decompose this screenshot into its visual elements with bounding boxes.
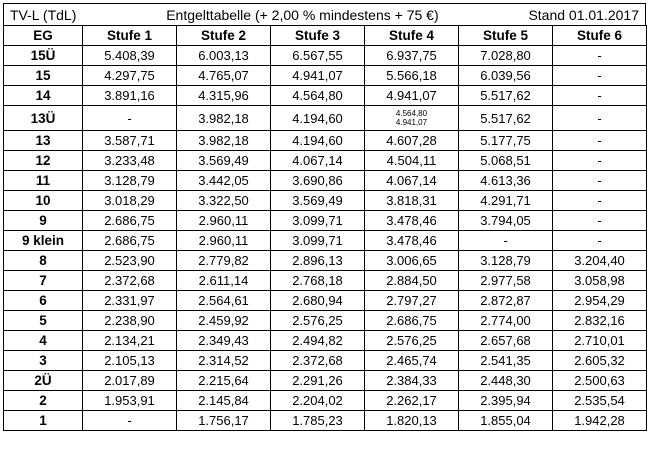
cell-value-stufe-4: 1.820,13 <box>365 411 459 431</box>
cell-value-stufe-6: 2.954,29 <box>553 291 647 311</box>
cell-value-stufe-4: 5.566,18 <box>365 66 459 86</box>
table-row <box>4 291 647 311</box>
cell-value-stufe-5: 4.291,71 <box>459 191 553 211</box>
cell-value-stufe-4: 2.262,17 <box>365 391 459 411</box>
cell-value-stufe-2: 2.215,64 <box>177 371 271 391</box>
tariff-name: TV-L (TdL) <box>10 6 77 23</box>
cell-value-stufe-3: 2.291,26 <box>271 371 365 391</box>
row-group-label: 15Ü <box>4 46 83 66</box>
cell-value-stufe-5: 2.448,30 <box>459 371 553 391</box>
cell-value-stufe-1: 3.891,16 <box>83 86 177 106</box>
cell-value-stufe-1: 2.331,97 <box>83 291 177 311</box>
table-row <box>4 311 647 331</box>
cell-value-stufe-5: 5.517,62 <box>459 106 553 131</box>
cell-value-stufe-2: 2.779,82 <box>177 251 271 271</box>
cell-value-stufe-3: 2.576,25 <box>271 311 365 331</box>
table-row <box>4 211 647 231</box>
pay-scale-table <box>3 25 647 431</box>
cell-value-stufe-1: - <box>83 106 177 131</box>
cell-value-stufe-1: 3.587,71 <box>83 131 177 151</box>
cell-value-stufe-6: 1.942,28 <box>553 411 647 431</box>
cell-value-stufe-3: 4.194,60 <box>271 106 365 131</box>
table-row <box>4 131 647 151</box>
cell-value-stufe-2: 3.982,18 <box>177 131 271 151</box>
cell-value-stufe-5: 5.068,51 <box>459 151 553 171</box>
column-header-stufe-2: Stufe 2 <box>177 26 271 46</box>
cell-value-stufe-5: 7.028,80 <box>459 46 553 66</box>
cell-value-stufe-3: 3.099,71 <box>271 231 365 251</box>
cell-value-stufe-6: - <box>553 151 647 171</box>
cell-value-stufe-6: - <box>553 231 647 251</box>
cell-value-stufe-3: 4.194,60 <box>271 131 365 151</box>
cell-value-stufe-5: 2.774,00 <box>459 311 553 331</box>
table-row <box>4 391 647 411</box>
cell-value-stufe-3: 2.494,82 <box>271 331 365 351</box>
column-header-stufe-3: Stufe 3 <box>271 26 365 46</box>
column-header-stufe-5: Stufe 5 <box>459 26 553 46</box>
table-row <box>4 351 647 371</box>
cell-value-stufe-3: 4.564,80 <box>271 86 365 106</box>
cell-value-stufe-1: 2.686,75 <box>83 211 177 231</box>
cell-value-stufe-4: 3.006,65 <box>365 251 459 271</box>
table-title-row <box>3 3 646 25</box>
cell-value-stufe-3: 2.896,13 <box>271 251 365 271</box>
table-row <box>4 411 647 431</box>
cell-value-stufe-1: 2.686,75 <box>83 231 177 251</box>
column-header-stufe-6: Stufe 6 <box>553 26 647 46</box>
cell-value-stufe-3: 2.768,18 <box>271 271 365 291</box>
column-header-stufe-1: Stufe 1 <box>83 26 177 46</box>
row-group-label: 14 <box>4 86 83 106</box>
cell-value-stufe-6: - <box>553 106 647 131</box>
table-row <box>4 371 647 391</box>
cell-value-stufe-2: 3.442,05 <box>177 171 271 191</box>
row-group-label: 13 <box>4 131 83 151</box>
cell-value-stufe-5: 4.613,36 <box>459 171 553 191</box>
cell-value-stufe-1: 2.105,13 <box>83 351 177 371</box>
cell-value-stufe-3: 6.567,55 <box>271 46 365 66</box>
row-group-label: 2 <box>4 391 83 411</box>
cell-value-stufe-4: 2.384,33 <box>365 371 459 391</box>
cell-value-stufe-1: 3.128,79 <box>83 171 177 191</box>
cell-value-stufe-4: 2.797,27 <box>365 291 459 311</box>
cell-value-stufe-6: - <box>553 86 647 106</box>
cell-value-stufe-4: 4.607,28 <box>365 131 459 151</box>
row-group-label: 12 <box>4 151 83 171</box>
cell-value-stufe-2: 3.322,50 <box>177 191 271 211</box>
cell-value-stufe-4: 2.465,74 <box>365 351 459 371</box>
cell-value-stufe-1: 1.953,91 <box>83 391 177 411</box>
cell-value-stufe-6: - <box>553 211 647 231</box>
cell-value-stufe-5: 2.541,35 <box>459 351 553 371</box>
row-group-label: 9 <box>4 211 83 231</box>
table-row <box>4 66 647 86</box>
cell-value-stufe-6: - <box>553 46 647 66</box>
table-row <box>4 106 647 131</box>
cell-value-stufe-5: 2.395,94 <box>459 391 553 411</box>
table-row <box>4 171 647 191</box>
cell-value-stufe-1: 2.134,21 <box>83 331 177 351</box>
cell-value-stufe-1: 5.408,39 <box>83 46 177 66</box>
cell-value-stufe-2: 4.315,96 <box>177 86 271 106</box>
cell-value-stufe-3: 3.569,49 <box>271 191 365 211</box>
table-caption: Entgelttabelle (+ 2,00 % mindestens + 75 €) <box>166 6 439 23</box>
cell-value-stufe-2: 2.611,14 <box>177 271 271 291</box>
cell-value-stufe-2: 3.569,49 <box>177 151 271 171</box>
cell-value-stufe-2: 4.765,07 <box>177 66 271 86</box>
cell-value-stufe-4: 4.504,11 <box>365 151 459 171</box>
cell-value-stufe-6: 2.832,16 <box>553 311 647 331</box>
cell-value-stufe-5: 6.039,56 <box>459 66 553 86</box>
cell-value-stufe-6: 3.204,40 <box>553 251 647 271</box>
cell-value-stufe-4 <box>365 106 459 131</box>
cell-value-stufe-2: 2.349,43 <box>177 331 271 351</box>
cell-value-stufe-4: 3.478,46 <box>365 211 459 231</box>
cell-value-stufe-4: 3.818,31 <box>365 191 459 211</box>
cell-value-stufe-1: 2.017,89 <box>83 371 177 391</box>
table-row <box>4 151 647 171</box>
cell-value-stufe-4: 4.067,14 <box>365 171 459 191</box>
cell-value-stufe-6: - <box>553 171 647 191</box>
cell-value-stufe-3: 2.680,94 <box>271 291 365 311</box>
row-group-label: 3 <box>4 351 83 371</box>
row-group-label: 9 klein <box>4 231 83 251</box>
cell-value-stufe-4: 4.941,07 <box>365 86 459 106</box>
cell-value-stufe-2: 2.459,92 <box>177 311 271 331</box>
cell-value-stufe-6: 2.605,32 <box>553 351 647 371</box>
cell-value-stufe-6: 2.500,63 <box>553 371 647 391</box>
cell-value-stufe-6: - <box>553 66 647 86</box>
row-group-label: 11 <box>4 171 83 191</box>
cell-value-stufe-2: 2.314,52 <box>177 351 271 371</box>
row-group-label: 8 <box>4 251 83 271</box>
row-group-label: 13Ü <box>4 106 83 131</box>
cell-value-stufe-5: 5.517,62 <box>459 86 553 106</box>
cell-value-stufe-1: 2.523,90 <box>83 251 177 271</box>
cell-value-stufe-5: 2.977,58 <box>459 271 553 291</box>
cell-value-stufe-6: 2.535,54 <box>553 391 647 411</box>
cell-value-stufe-1: - <box>83 411 177 431</box>
cell-value-stufe-5: 2.657,68 <box>459 331 553 351</box>
cell-value-stufe-3: 1.785,23 <box>271 411 365 431</box>
column-header-stufe-4: Stufe 4 <box>365 26 459 46</box>
cell-value-stufe-3: 3.099,71 <box>271 211 365 231</box>
cell-value-stufe-5: 5.177,75 <box>459 131 553 151</box>
cell-value-stufe-3: 4.941,07 <box>271 66 365 86</box>
table-row <box>4 331 647 351</box>
cell-value-stufe-5: 3.128,79 <box>459 251 553 271</box>
row-group-label: 2Ü <box>4 371 83 391</box>
cell-value-stufe-1: 3.018,29 <box>83 191 177 211</box>
cell-value-stufe-2: 2.960,11 <box>177 211 271 231</box>
cell-value-stufe-3: 2.372,68 <box>271 351 365 371</box>
table-row <box>4 191 647 211</box>
cell-value-stufe-2: 2.564,61 <box>177 291 271 311</box>
row-group-label: 5 <box>4 311 83 331</box>
cell-value-stufe-4: 6.937,75 <box>365 46 459 66</box>
row-group-label: 1 <box>4 411 83 431</box>
table-date: Stand 01.01.2017 <box>528 6 639 23</box>
cell-value-stufe-2: 2.145,84 <box>177 391 271 411</box>
cell-value-stufe-3: 3.690,86 <box>271 171 365 191</box>
cell-value-split-upper: 4.564,80 <box>395 109 428 118</box>
table-row <box>4 46 647 66</box>
cell-value-stufe-6: 2.710,01 <box>553 331 647 351</box>
column-header-eg: EG <box>4 26 83 46</box>
cell-value-stufe-5: 3.794,05 <box>459 211 553 231</box>
cell-value-stufe-5: - <box>459 231 553 251</box>
table-row <box>4 231 647 251</box>
header-row <box>4 26 647 46</box>
cell-value-split-lower: 4.941,07 <box>395 118 428 127</box>
cell-value-stufe-1: 3.233,48 <box>83 151 177 171</box>
cell-value-stufe-2: 6.003,13 <box>177 46 271 66</box>
cell-value-stufe-2: 1.756,17 <box>177 411 271 431</box>
row-group-label: 4 <box>4 331 83 351</box>
cell-value-stufe-1: 2.238,90 <box>83 311 177 331</box>
row-group-label: 7 <box>4 271 83 291</box>
cell-value-stufe-1: 2.372,68 <box>83 271 177 291</box>
cell-value-stufe-6: - <box>553 131 647 151</box>
cell-value-stufe-1: 4.297,75 <box>83 66 177 86</box>
salary-table-document <box>3 3 646 431</box>
table-row <box>4 251 647 271</box>
cell-value-stufe-4: 2.686,75 <box>365 311 459 331</box>
table-row <box>4 86 647 106</box>
cell-value-stufe-4: 3.478,46 <box>365 231 459 251</box>
cell-value-stufe-2: 2.960,11 <box>177 231 271 251</box>
cell-value-stufe-3: 2.204,02 <box>271 391 365 411</box>
cell-value-stufe-6: - <box>553 191 647 211</box>
row-group-label: 6 <box>4 291 83 311</box>
cell-value-stufe-2: 3.982,18 <box>177 106 271 131</box>
row-group-label: 10 <box>4 191 83 211</box>
cell-value-stufe-3: 4.067,14 <box>271 151 365 171</box>
row-group-label: 15 <box>4 66 83 86</box>
table-row <box>4 271 647 291</box>
cell-value-stufe-5: 1.855,04 <box>459 411 553 431</box>
cell-value-stufe-5: 2.872,87 <box>459 291 553 311</box>
cell-value-stufe-4: 2.884,50 <box>365 271 459 291</box>
cell-value-stufe-4: 2.576,25 <box>365 331 459 351</box>
cell-value-stufe-6: 3.058,98 <box>553 271 647 291</box>
